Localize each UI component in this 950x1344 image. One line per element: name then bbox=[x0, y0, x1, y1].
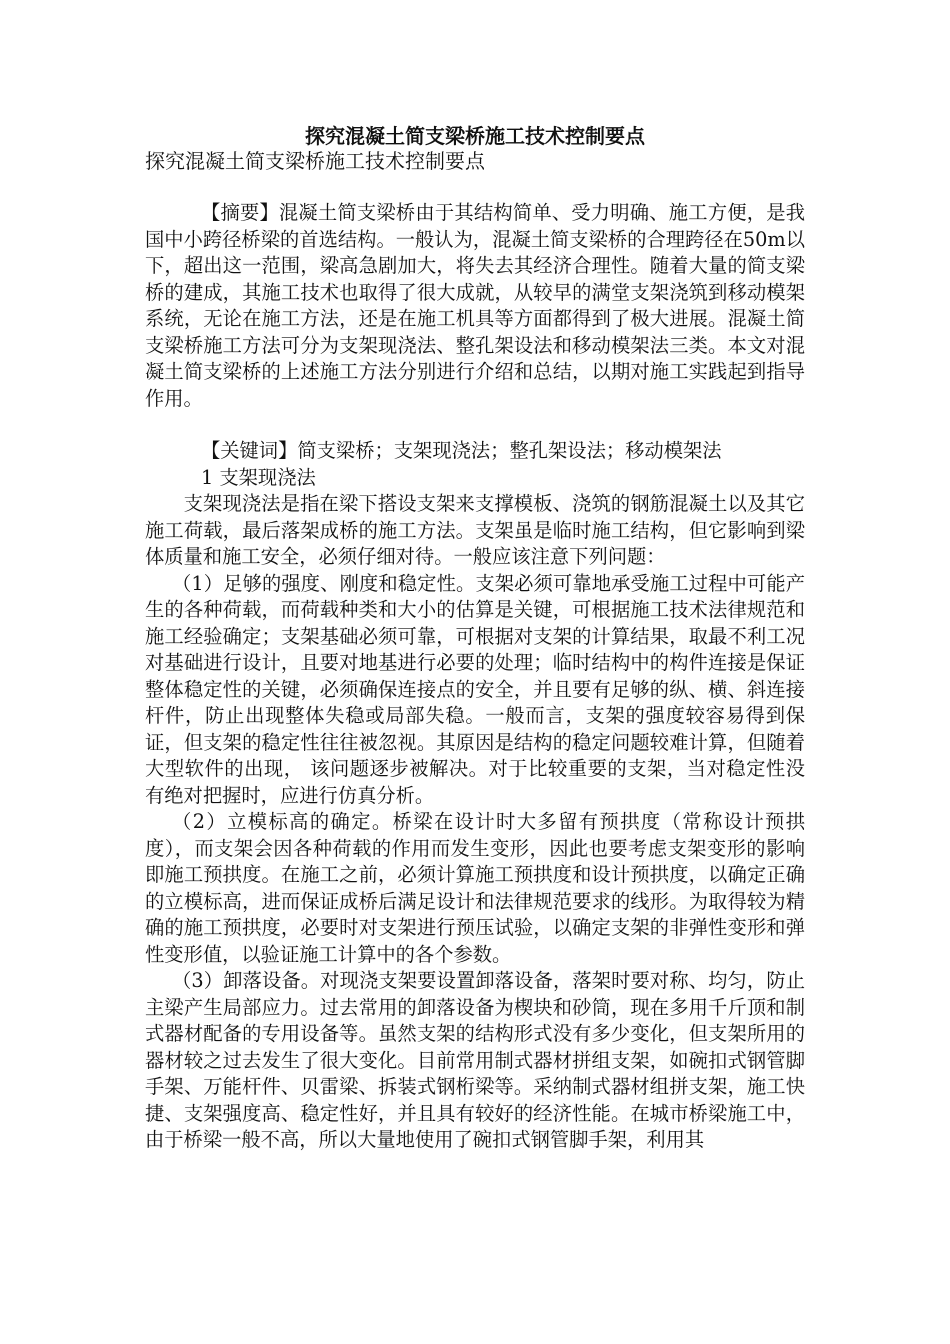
item-paragraph-2: （2）立模标高的确定。桥梁在设计时大多留有预拱度（常称设计预拱度），而支架会因各种荷载的作用而发生变形，因此也要考虑支架变形的影响即施工预拱度。在施工之前，必须计算施工预拱度和设计预拱度，以确定正确的立模标高，进而保证成桥后满足设计和法律规范要求的线形。为取得较为精确的施工预拱度，必要时对支架进行预压试验，以确定支架的非弹性变形和弹性变形值，以验证施工计算中的各个参数。 bbox=[145, 810, 805, 966]
document-body bbox=[145, 200, 805, 1154]
spacer bbox=[145, 412, 805, 438]
keywords-paragraph: 【关键词】简支梁桥；支架现浇法；整孔架设法；移动模架法 bbox=[200, 439, 722, 462]
abstract-paragraph: 【摘要】混凝土简支梁桥由于其结构简单、受力明确、施工方便，是我国中小跨径桥梁的首选结构。一般认为，混凝土简支梁桥的合理跨径在50m以下，超出这一范围，梁高急剧加大，将失去其经济合理性。随着大量的简支梁桥的建成，其施工技术也取得了很大成就，从较早的满堂支架浇筑到移动模架系统，无论在施工方法，还是在施工机具等方面都得到了极大进展。混凝土简支梁桥施工方法可分为支架现浇法、整孔架设法和移动模架法三类。本文对混凝土简支梁桥的上述施工方法分别进行介绍和总结，以期对施工实践起到指导作用。 bbox=[145, 201, 805, 410]
document-subtitle: 探究混凝土简支梁桥施工技术控制要点 bbox=[145, 149, 485, 173]
document-title: 探究混凝土简支梁桥施工技术控制要点 bbox=[305, 124, 645, 148]
item-paragraph-1: （1）足够的强度、刚度和稳定性。支架必须可靠地承受施工过程中可能产生的各种荷载，而荷载种类和大小的估算是关键，可根据施工技术法律规范和施工经验确定；支架基础必须可靠，可根据对支架的计算结果，取最不利工况对基础进行设计，且要对地基进行必要的处理；临时结构中的构件连接是保证整体稳定性的关键，必须确保连接点的安全，并且要有足够的纵、横、斜连接杆件，防止出现整体失稳或局部失稳。一般而言，支架的强度较容易得到保证，但支架的稳定性往往被忽视。其原因是结构的稳定问题较难计算，但随着大型软件的出现， 该问题逐步被解决。对于比较重要的支架，当对稳定性没有绝对把握时，应进行仿真分析。 bbox=[145, 571, 805, 807]
item-paragraph-3: （3）卸落设备。对现浇支架要设置卸落设备，落架时要对称、均匀，防止主梁产生局部应力。过去常用的卸落设备为楔块和砂筒，现在多用千斤顶和制式器材配备的专用设备等。虽然支架的结构形式没有多少变化，但支架所用的器材较之过去发生了很大变化。目前常用制式器材拼组支架，如碗扣式钢管脚手架、万能杆件、贝雷梁、拆装式钢桁梁等。采纳制式器材组拼支架，施工快捷、支架强度高、稳定性好，并且具有较好的经济性能。在城市桥梁施工中，由于桥梁一般不高，所以大量地使用了碗扣式钢管脚手架，利用其 bbox=[145, 969, 805, 1151]
section-intro-paragraph: 支架现浇法是指在梁下搭设支架来支撑模板、浇筑的钢筋混凝土以及其它施工荷载，最后落架成桥的施工方法。支架虽是临时施工结构，但它影响到梁体质量和施工安全，必须仔细对待。一般应该注意下列问题： bbox=[145, 492, 805, 568]
section-heading: 1 支架现浇法 bbox=[200, 465, 316, 489]
